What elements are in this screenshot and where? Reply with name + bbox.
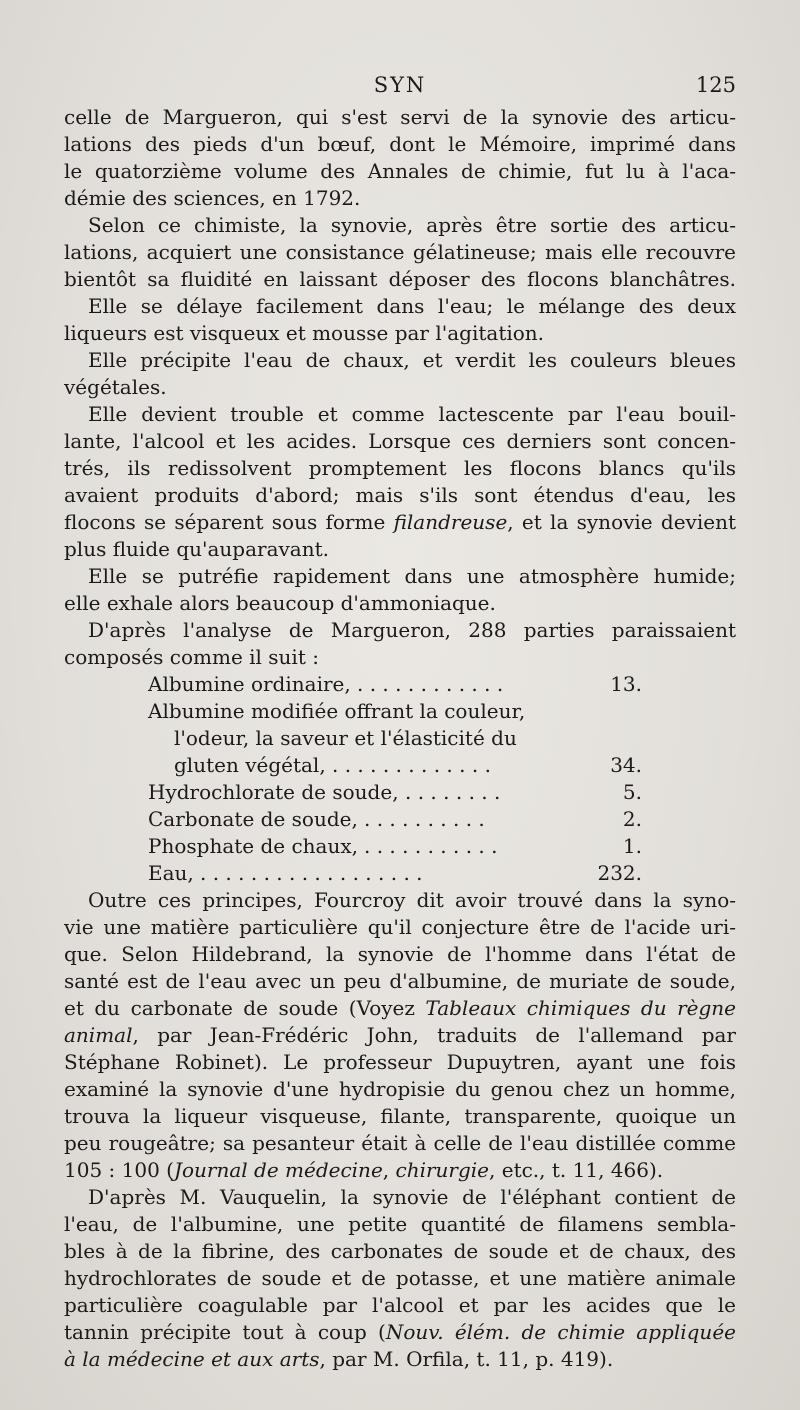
text-line [64, 1319, 736, 1346]
paragraph [64, 617, 736, 671]
text-line [64, 509, 736, 536]
body-text [64, 104, 736, 1373]
text-line: D'après l'analyse de Margueron, 288 parties paraissaient [88, 618, 736, 642]
composition-row [64, 725, 736, 752]
text-line [64, 995, 736, 1022]
text-line: Selon ce chimiste, la synovie, après être sortie des articu- [88, 213, 736, 237]
text-fragment: , par Jean-Frédéric John, traduits de l'allemand par [132, 1023, 736, 1047]
text-line: hydrochlorates de soude et de potasse, et une matière animale [64, 1266, 736, 1290]
composition-row [64, 860, 736, 887]
text-fragment: 105 : 100 ( [64, 1158, 174, 1182]
text-line: bles à de la fibrine, des carbonates de soude et de chaux, des [64, 1239, 736, 1263]
italic-citation: chirurgie [395, 1158, 490, 1182]
composition-dots: . . . . . . . . . . . [364, 834, 498, 858]
italic-term: filandreuse [393, 510, 508, 534]
composition-value: 13. [610, 672, 642, 696]
text-fragment: , etc., t. 11, 466). [489, 1158, 664, 1182]
composition-dots: . . . . . . . . . . . . . . . . . . [200, 861, 423, 885]
composition-label: Albumine ordinaire, [148, 672, 351, 696]
paragraph [64, 293, 736, 347]
italic-citation: Journal de médecine [173, 1158, 383, 1182]
text-line: composés comme il suit : [64, 645, 319, 669]
italic-citation: animal [64, 1023, 133, 1047]
italic-citation: Tableaux chimiques du règne [425, 996, 736, 1020]
paragraph [64, 104, 736, 212]
text-line: liqueurs est visqueux et mousse par l'agitation. [64, 321, 545, 345]
composition-label: Hydrochlorate de soude, [148, 780, 399, 804]
text-line: Elle se putréfie rapidement dans une atmosphère humide; [88, 564, 736, 588]
text-line: Outre ces principes, Fourcroy dit avoir trouvé dans la syno- [88, 888, 736, 912]
italic-citation: à la médecine et aux arts [64, 1347, 320, 1371]
text-line: vie une matière particulière qu'il conjecture être de l'acide uri- [64, 915, 736, 939]
text-line: examiné la synovie d'une hydropisie du genou chez un homme, [64, 1077, 736, 1101]
text-line: lations des pieds d'un bœuf, dont le Mémoire, imprimé dans [64, 132, 736, 156]
composition-row [64, 698, 736, 725]
text-fragment: et du carbonate de soude (Voyez [64, 996, 426, 1020]
text-fragment: , par M. Orfila, t. 11, p. 419). [319, 1347, 614, 1371]
text-line: elle exhale alors beaucoup d'ammoniaque. [64, 591, 496, 615]
composition-row [64, 671, 736, 698]
text-line: végétales. [64, 375, 167, 399]
text-line: Stéphane Robinet). Le professeur Dupuytren, ayant une fois [64, 1050, 736, 1074]
text-line: Elle devient trouble et comme lactescente par l'eau bouil- [88, 402, 736, 426]
paragraph [64, 401, 736, 563]
composition-value: 232. [597, 861, 642, 885]
text-fragment: , et la synovie devient [507, 510, 736, 534]
paragraph [64, 347, 736, 401]
text-line [64, 1346, 736, 1373]
paragraph [64, 563, 736, 617]
text-line: santé est de l'eau avec un peu d'albumine, de muriate de soude, [64, 969, 736, 993]
text-line: celle de Margueron, qui s'est servi de la synovie des articu- [64, 105, 736, 129]
text-line: Elle se délaye facilement dans l'eau; le mélange des deux [88, 294, 736, 318]
text-line: lante, l'alcool et les acides. Lorsque ces derniers sont concen- [64, 429, 736, 453]
composition-label: Albumine modifiée offrant la couleur, [148, 699, 526, 723]
composition-value: 1. [622, 834, 642, 858]
italic-citation: Nouv. élém. de chimie appliquée [385, 1320, 736, 1344]
text-fragment: flocons se séparent sous forme [64, 510, 394, 534]
composition-dots: . . . . . . . . [405, 780, 501, 804]
text-fragment: tannin précipite tout à coup ( [64, 1320, 386, 1344]
composition-row [64, 779, 736, 806]
composition-value: 5. [622, 780, 642, 804]
composition-value: 34. [610, 753, 642, 777]
text-line [64, 1022, 736, 1049]
composition-dots: . . . . . . . . . . . . . [332, 753, 491, 777]
text-line [64, 1157, 736, 1184]
text-line: peu rougeâtre; sa pesanteur était à celle de l'eau distillée comme [64, 1131, 736, 1155]
paragraph [64, 212, 736, 293]
text-line: Elle précipite l'eau de chaux, et verdit les couleurs bleues [88, 348, 736, 372]
text-line: l'eau, de l'albumine, une petite quantité de filamens sembla- [64, 1212, 736, 1236]
text-fragment: , [382, 1158, 396, 1182]
text-line: plus fluide qu'auparavant. [64, 537, 330, 561]
page-header [64, 73, 736, 103]
composition-label: Phosphate de chaux, [148, 834, 358, 858]
text-line: avaient produits d'abord; mais s'ils sont étendus d'eau, les [64, 483, 736, 507]
composition-label: Carbonate de soude, [148, 807, 358, 831]
page-number: 125 [695, 73, 736, 97]
composition-table [64, 671, 736, 887]
composition-value: 2. [622, 807, 642, 831]
composition-row [64, 833, 736, 860]
text-line: que. Selon Hildebrand, la synovie de l'homme dans l'état de [64, 942, 736, 966]
composition-row [64, 752, 736, 779]
text-line: le quatorzième volume des Annales de chimie, fut lu à l'aca- [64, 159, 736, 183]
composition-dots: . . . . . . . . . . . . [357, 672, 504, 696]
text-line: démie des sciences, en 1792. [64, 186, 361, 210]
composition-label: l'odeur, la saveur et l'élasticité du [174, 726, 517, 750]
later-paragraphs [64, 887, 736, 1373]
text-line: bientôt sa fluidité en laissant déposer des flocons blanchâtres. [64, 267, 736, 291]
running-head: SYN [373, 73, 427, 97]
composition-label: Eau, [148, 861, 194, 885]
text-line: trés, ils redissolvent promptement les flocons blancs qu'ils [64, 456, 736, 480]
composition-label: gluten végétal, [174, 753, 326, 777]
composition-row [64, 806, 736, 833]
text-line: particulière coagulable par l'alcool et par les acides que le [64, 1293, 736, 1317]
composition-dots: . . . . . . . . . . [364, 807, 485, 831]
text-line: lations, acquiert une consistance gélatineuse; mais elle recouvre [64, 240, 736, 264]
text-line: D'après M. Vauquelin, la synovie de l'éléphant contient de [88, 1185, 736, 1209]
text-line: trouva la liqueur visqueuse, filante, transparente, quoique un [64, 1104, 736, 1128]
